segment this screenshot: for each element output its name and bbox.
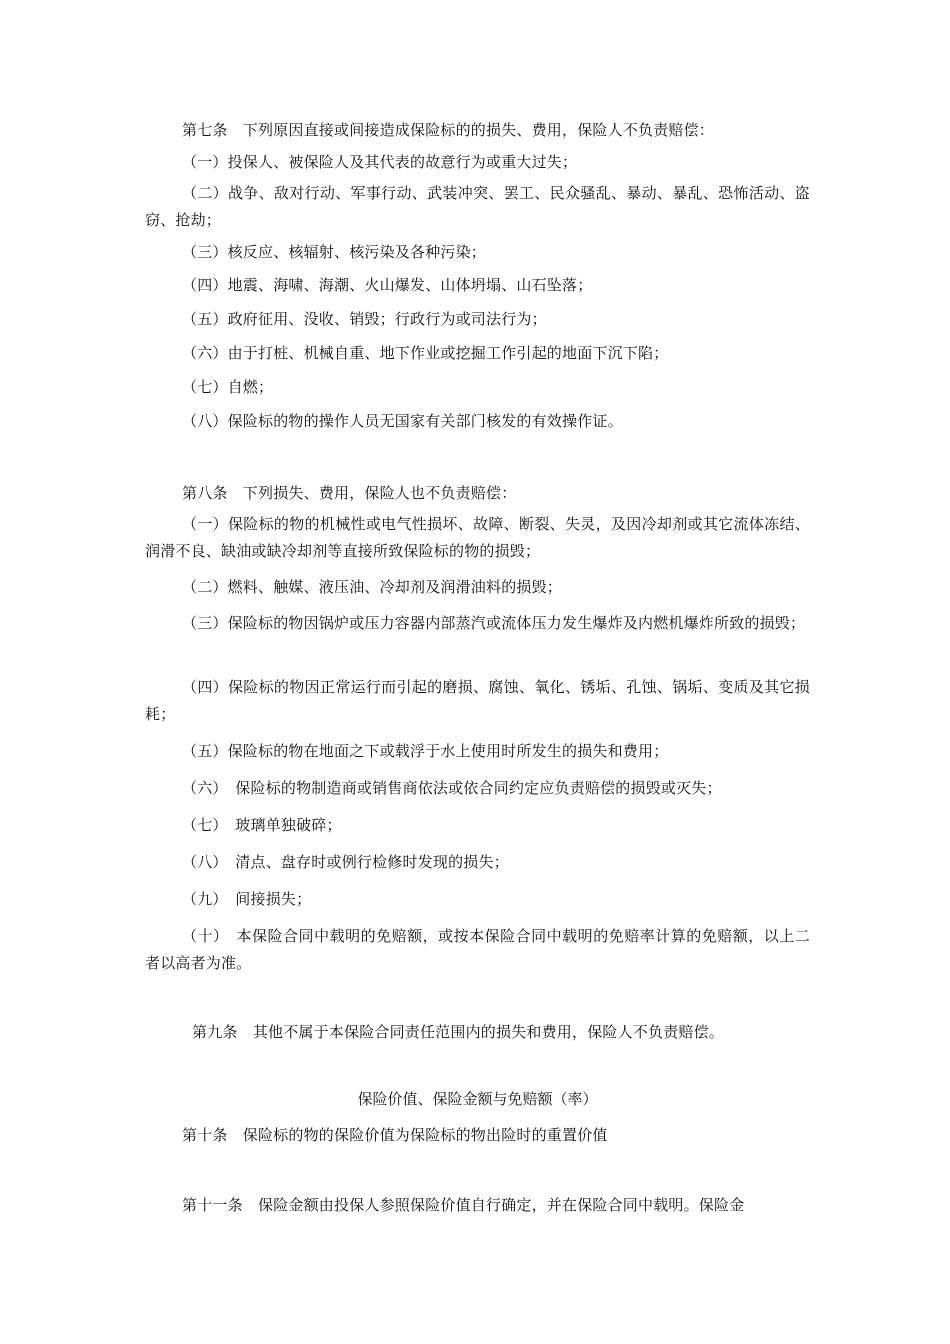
article-7-item-8: （八）保险标的物的操作人员无国家有关部门核发的有效操作证。 [182,412,623,430]
article-7-item-5: （五）政府征用、没收、销毁；行政行为或司法行为； [182,310,547,328]
article-8-item-1: （一）保险标的物的机械性或电气性损坏、故障、断裂、失灵，及因冷却剂或其它流体冻结、润滑不良、缺油或缺冷却剂等直接所致保险标的物的损毁； [145,515,810,560]
article-8-item-6: （六） 保险标的物制造商或销售商依法或依合同约定应负责赔偿的损毁或灭失； [182,779,722,797]
article-7-item-7: （七）自燃； [182,378,274,396]
article-7-item-3: （三）核反应、核辐射、核污染及各种污染； [182,243,487,261]
article-8-item-9: （九） 间接损失； [182,890,312,908]
article-8-item-2: （二）燃料、触媒、液压油、冷却剂及润滑油料的损毁； [182,578,563,596]
article-8-item-4: （四）保险标的物因正常运行而引起的磨损、腐蚀、氧化、锈垢、孔蚀、锅垢、变质及其它损耗； [145,678,810,723]
article-7-item-6: （六）由于打桩、机械自重、地下作业或挖掘工作引起的地面下沉下陷； [182,344,669,362]
article-7-title: 第七条 下列原因直接或间接造成保险标的的损失、费用，保险人不负责赔偿： [182,121,715,139]
article-8-item-7: （七） 玻璃单独破碎； [182,816,342,834]
article-7-item-4: （四）地震、海啸、海潮、火山爆发、山体坍塌、山石坠落； [182,276,593,294]
article-7-item-1: （一）投保人、被保险人及其代表的故意行为或重大过失； [182,153,578,171]
article-9: 第九条 其他不属于本保险合同责任范围内的损失和费用，保险人不负责赔偿。 [192,1023,725,1041]
article-8-item-5: （五）保险标的物在地面之下或载浮于水上使用时所发生的损失和费用； [182,742,669,760]
article-8-item-8: （八） 清点、盘存时或例行检修时发现的损失； [182,853,509,871]
section-heading: 保险价值、保险金额与免赔额（率） [357,1090,598,1108]
article-10: 第十条 保险标的物的保险价值为保险标的物出险时的重置价值 [182,1126,608,1144]
article-7-item-2: （二）战争、敌对行动、军事行动、武装冲突、罢工、民众骚乱、暴动、暴乱、恐怖活动、盗窃、抢劫； [145,184,810,229]
article-8-item-3: （三）保险标的物因锅炉或压力容器内部蒸汽或流体压力发生爆炸及内燃机爆炸所致的损毁； [182,614,806,632]
article-11: 第十一条 保险金额由投保人参照保险价值自行确定，并在保险合同中载明。保险金 [182,1196,745,1214]
article-8-title: 第八条 下列损失、费用，保险人也不负责赔偿： [182,484,517,502]
article-8-item-10: （十） 本保险合同中载明的免赔额，或按本保险合同中载明的免赔率计算的免赔额，以上二者以高者为准。 [145,927,810,972]
